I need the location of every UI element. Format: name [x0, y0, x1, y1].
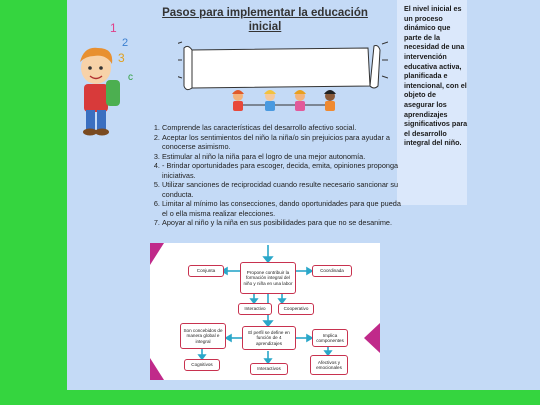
side-description: El nivel inicial es un proceso dinámico que parte de la necesidad de una intervención educativa activa, planificada e intencional, con el objeto de asegurar los aprendizajes significativos para el desarrollo integral del niño. — [404, 4, 468, 148]
box-bottom-right: Afectivos y emocionales — [310, 355, 348, 375]
box-center-top: Propone contribuir la formación integral del niño y niña en una labor — [240, 262, 296, 294]
child-illustration — [70, 10, 140, 140]
step-item: 5. Utilizar sanciones de reciprocidad cuando resulte necesario sancionar su conducta. — [162, 180, 402, 199]
concept-diagram — [150, 243, 380, 380]
step-item: 2. Aceptar los sentimientos del niño la niña/o sin prejuicios para ayudar a conocerse asimismo. — [162, 133, 402, 152]
box-right-top: Coordinada — [312, 265, 352, 277]
svg-text:c: c — [128, 72, 133, 83]
box-bottom-left: Cognitivos — [184, 359, 220, 371]
step-item: 4. - Brindar oportunidades para escoger, decida, emita, opiniones proponga iniciativas. — [162, 161, 402, 180]
svg-text:3: 3 — [118, 51, 125, 65]
step-item: 1. Comprende las características del desarrollo afectivo social. — [162, 123, 402, 133]
svg-text:1: 1 — [110, 21, 117, 35]
box-right-mid: Implica componentes — [312, 329, 348, 347]
box-left-mid: Son concebidos de manera global e integral — [180, 323, 226, 349]
banner-illustration — [178, 38, 388, 118]
step-item: 3. Estimular al niño la niña para el logro de una mejor autonomía. — [162, 152, 402, 162]
box-bottom-center: Interactivos — [250, 363, 288, 375]
box-left-top: Conjunta — [188, 265, 224, 277]
box-mid-left: Interactivo — [238, 303, 272, 315]
box-center-mid: El perfil se define en función de 4 aprendizajes — [242, 326, 296, 350]
step-item: 7. Apoyar al niño y la niña en sus posibilidades para que no se desanime. — [162, 218, 402, 228]
svg-text:2: 2 — [122, 37, 129, 49]
page-title: Pasos para implementar la educación inicial — [162, 7, 368, 33]
box-mid-right: Cooperativo — [278, 303, 314, 315]
steps-list — [150, 123, 402, 228]
step-item: 6. Limitar al mínimo las consecciones, dando oportunidades para que pueda el o ella misma realizar elecciones. — [162, 199, 402, 218]
